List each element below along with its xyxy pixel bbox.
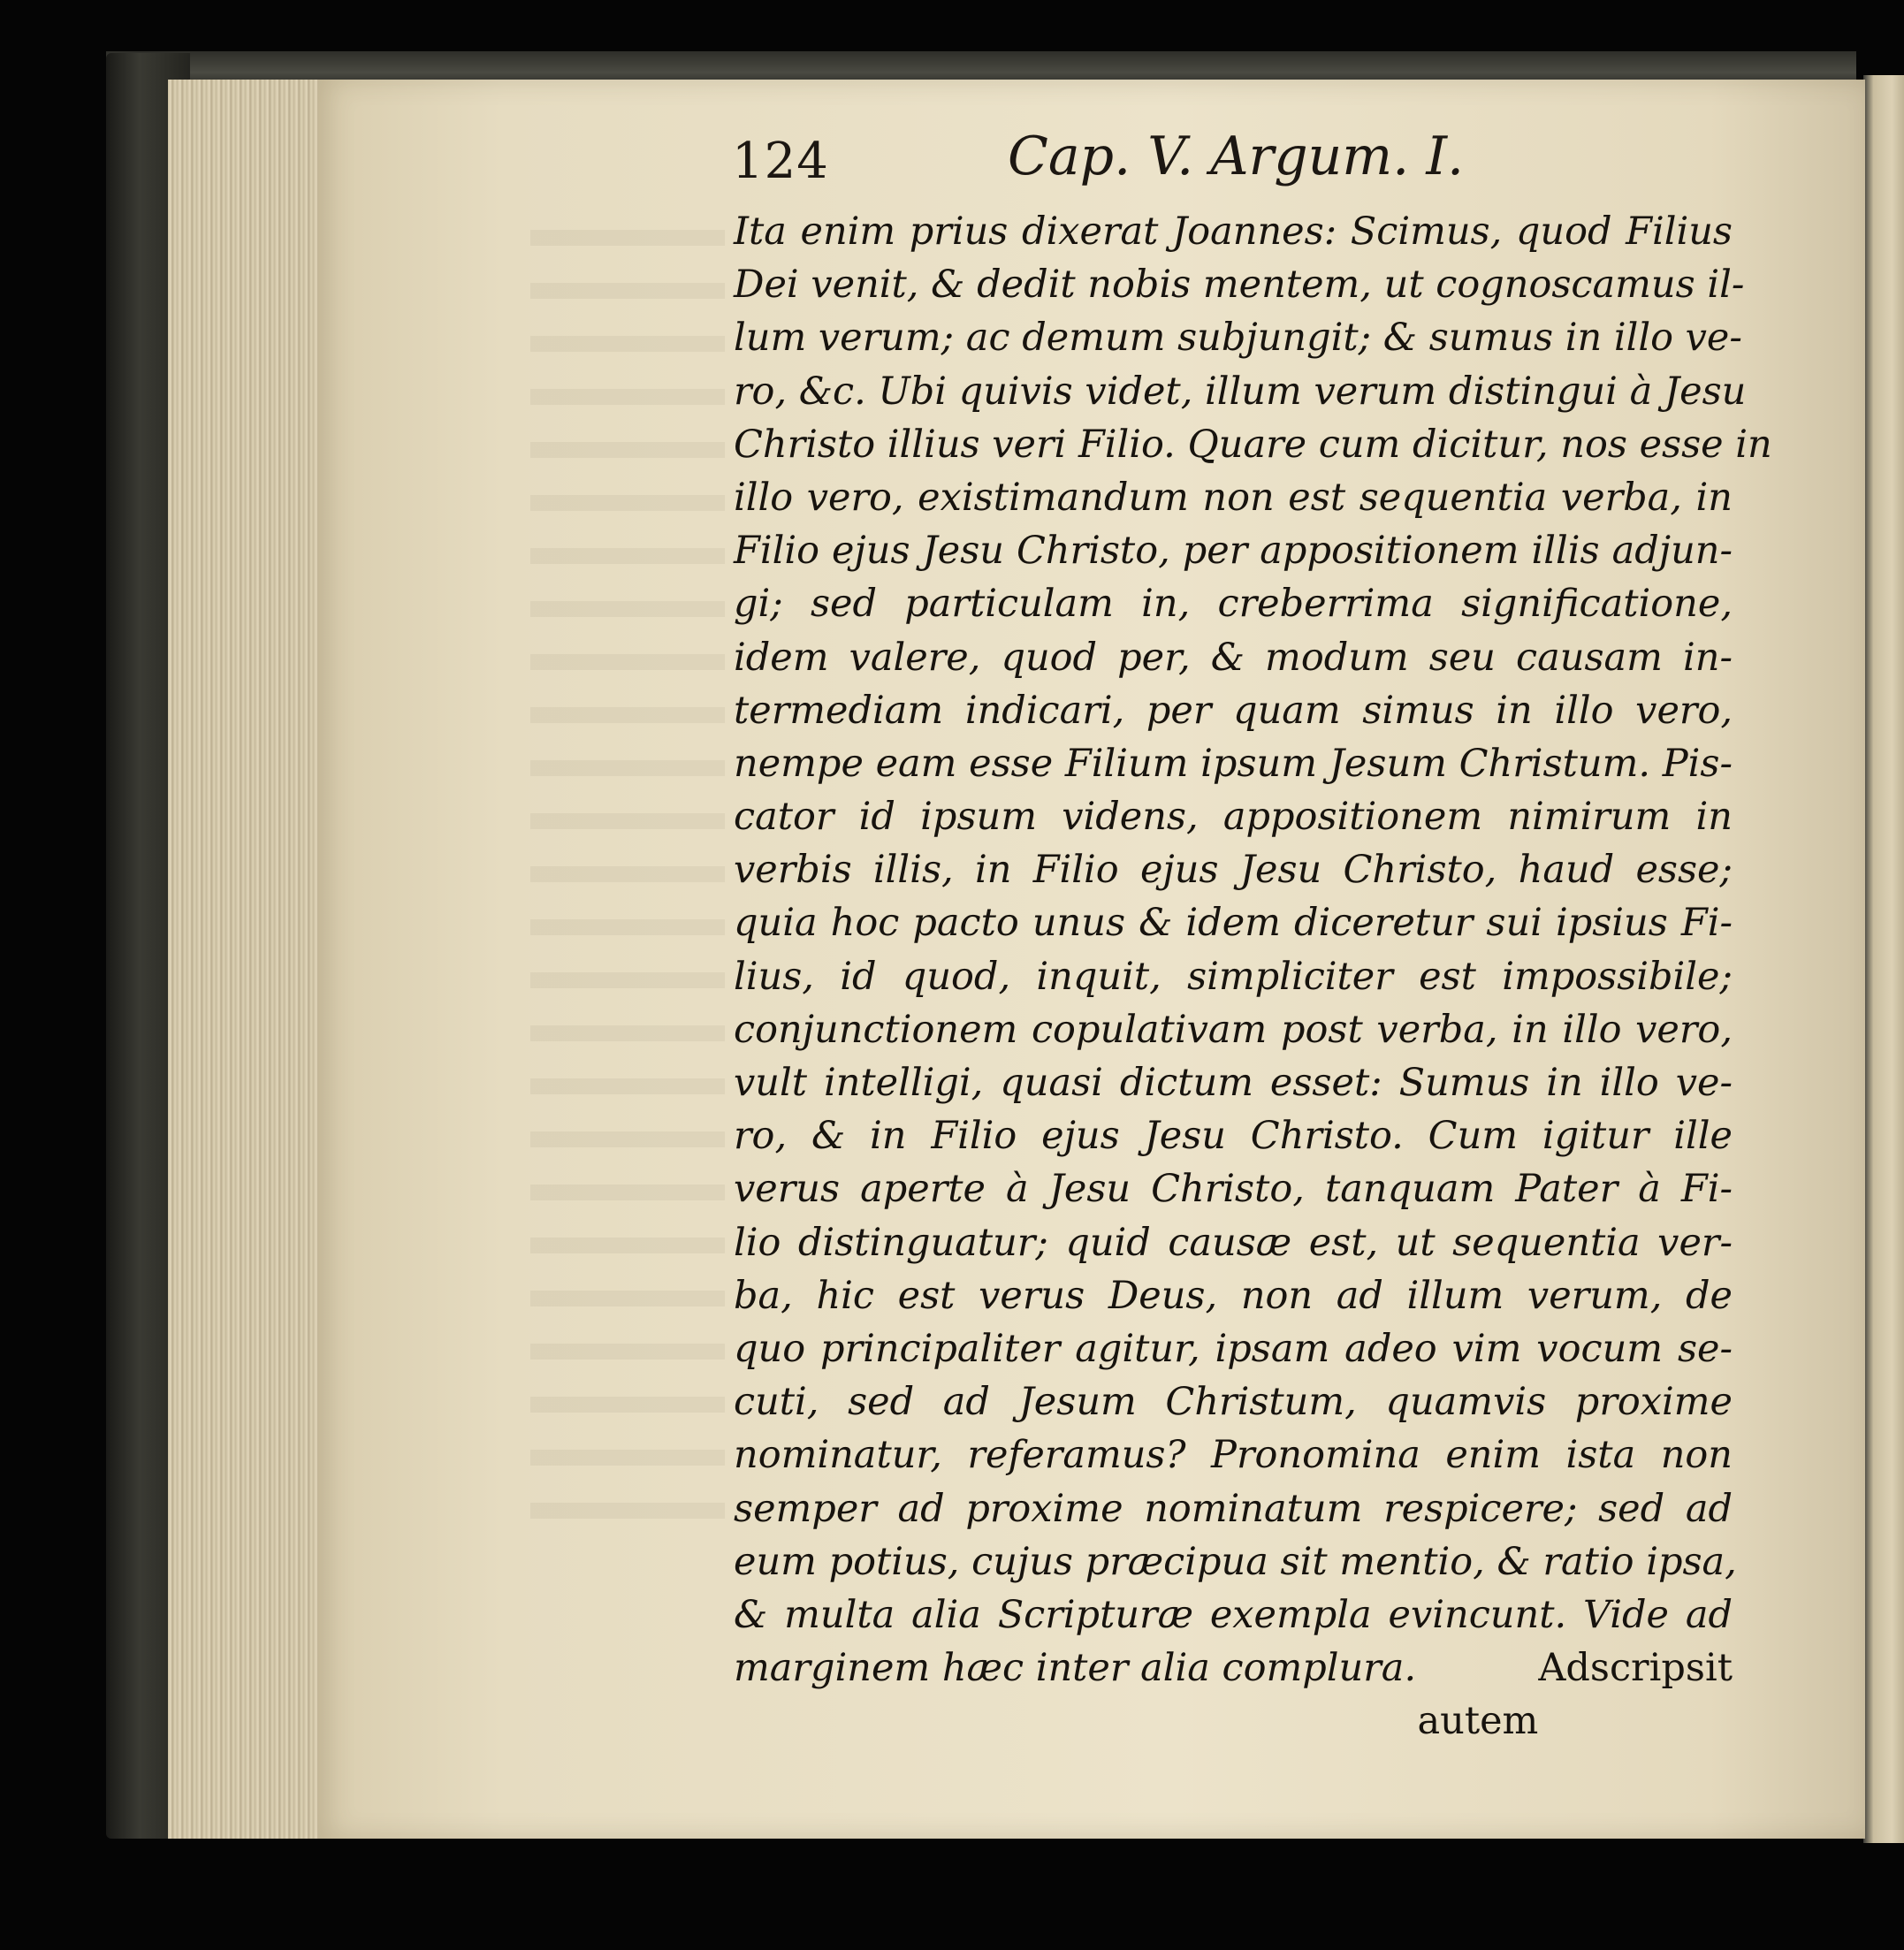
text-line: cuti, sed ad Jesum Christum, quamvis proxime xyxy=(734,1380,1733,1425)
text-line: conjunctionem copulativam post verba, in illo vero, xyxy=(734,1007,1733,1052)
text-line: quia hoc pacto unus & idem diceretur sui ipsius Fi- xyxy=(734,901,1733,946)
text-line: quo principaliter agitur, ipsam adeo vim vocum se- xyxy=(734,1326,1733,1371)
text-line: gi; sed particulam in, creberrima significatione, xyxy=(734,582,1733,627)
text-line: lum verum; ac demum subjungit; & sumus in illo ve- xyxy=(734,316,1742,361)
text-line: eum potius, cujus præcipua sit mentio, & ratio ipsa, xyxy=(734,1539,1737,1584)
text-line: Christo illius veri Filio. Quare cum dicitur, nos esse in xyxy=(734,422,1772,467)
text-line: termediam indicari, per quam simus in illo vero, xyxy=(734,688,1733,733)
catchword: autem xyxy=(1417,1699,1539,1744)
text-line-last xyxy=(734,1642,1733,1695)
text-line: semper ad proxime nominatum respicere; sed ad xyxy=(734,1486,1733,1531)
roman-word: Adscripsit xyxy=(1538,1646,1733,1691)
text-line: lio distinguatur; quid causæ est, ut sequentia ver- xyxy=(734,1220,1733,1265)
text-line: Filio ejus Jesu Christo, per appositionem illis adjun- xyxy=(734,529,1733,574)
text-line: illo vero, existimandum non est sequentia verba, in xyxy=(734,475,1733,520)
text-line: Ita enim prius dixerat Joannes: Scimus, quod Filius xyxy=(734,209,1733,254)
page-edges xyxy=(168,80,323,1839)
text-line: nominatur, referamus? Pronomina enim ista non xyxy=(734,1433,1733,1478)
text-line: idem valere, quod per, & modum seu causam in- xyxy=(734,635,1733,680)
facing-page-edge xyxy=(1863,75,1904,1843)
text-line: marginem hæc inter alia complura. xyxy=(734,1646,1417,1691)
text-line: & multa alia Scripturæ exempla evincunt. Vide ad xyxy=(734,1592,1733,1637)
body-text xyxy=(734,205,1772,1748)
text-line: verus aperte à Jesu Christo, tanquam Pater à Fi- xyxy=(734,1167,1733,1212)
page-number: 124 xyxy=(732,133,829,190)
text-line: vult intelligi, quasi dictum esset: Sumus in illo ve- xyxy=(734,1061,1733,1105)
text-line: Dei venit, & dedit nobis mentem, ut cognoscamus il- xyxy=(734,263,1745,308)
text-line: ro, &c. Ubi quivis videt, illum verum distingui à Jesu xyxy=(734,369,1747,414)
bleed-through-texture xyxy=(530,230,725,1556)
text-line: lius, id quod, inquit, simpliciter est impossibile; xyxy=(734,954,1733,999)
text-line: verbis illis, in Filio ejus Jesu Christo, haud esse; xyxy=(734,848,1733,893)
running-head: Cap. V. Argum. I. xyxy=(1008,126,1465,187)
text-line: cator id ipsum videns, appositionem nimirum in xyxy=(734,795,1733,840)
text-line: ro, & in Filio ejus Jesu Christo. Cum igitur ille xyxy=(734,1114,1733,1159)
text-line: ba, hic est verus Deus, non ad illum verum, de xyxy=(734,1273,1733,1318)
text-line: nempe eam esse Filium ipsum Jesum Christum. Pis- xyxy=(734,741,1733,786)
